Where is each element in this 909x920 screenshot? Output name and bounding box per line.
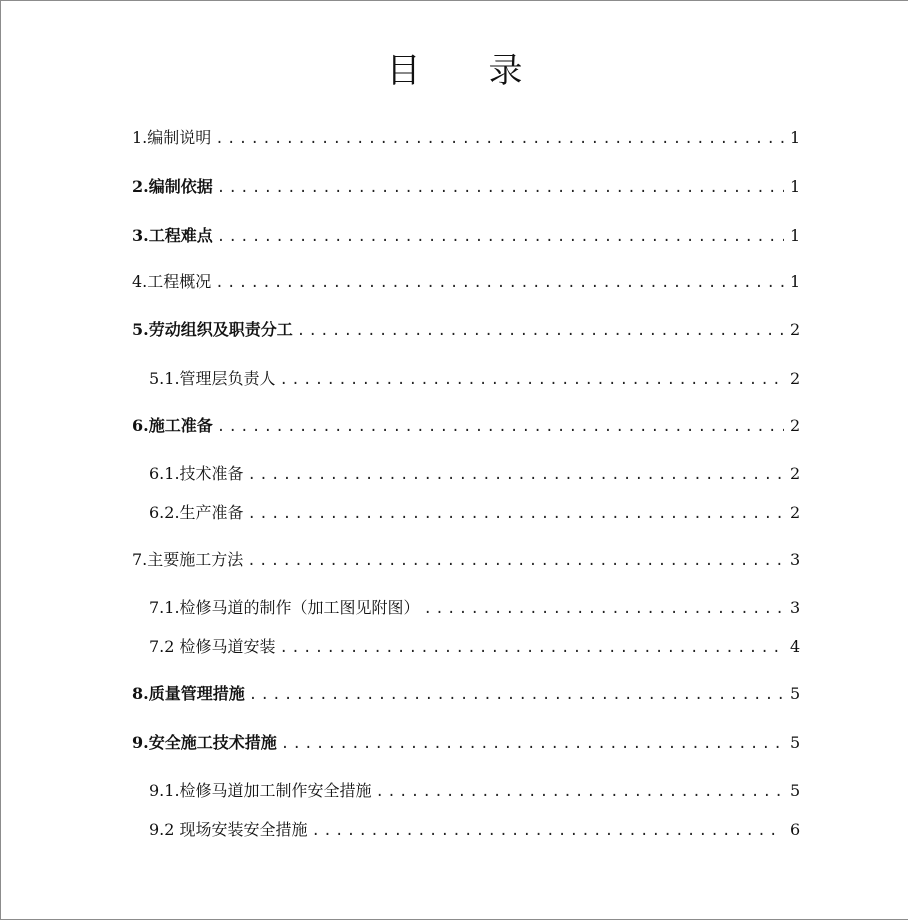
toc-entry-label: 9.安全施工技术措施: [132, 733, 277, 752]
toc-entry-label: 9.2 现场安装安全措施: [149, 820, 308, 839]
toc-page-number: 1: [790, 272, 801, 291]
toc-entry-5-1[interactable]: [149, 367, 800, 391]
toc-dot-leader: [247, 549, 784, 573]
toc-page-number: 2: [790, 464, 801, 483]
toc-dot-leader: [249, 683, 784, 707]
toc-entry-7[interactable]: [132, 548, 800, 572]
toc-entry-label: 6.施工准备: [132, 416, 213, 435]
toc-dot-leader: [248, 502, 784, 526]
toc-page-number: 3: [790, 598, 801, 617]
toc-dot-leader: [312, 819, 784, 843]
toc-entry-1[interactable]: [132, 126, 800, 150]
toc-entry-label: 3.工程难点: [132, 226, 213, 245]
toc-page-number: 5: [790, 733, 801, 752]
toc-dot-leader: [217, 415, 784, 439]
toc-entry-6-2[interactable]: [149, 501, 800, 525]
toc-page-number: 5: [790, 781, 801, 800]
toc-page-number: 5: [790, 684, 801, 703]
toc-dot-leader: [280, 368, 784, 392]
toc-entry-label: 8.质量管理措施: [132, 684, 245, 703]
toc-dot-leader: [424, 597, 784, 621]
toc-entry-label: 4.工程概况: [132, 272, 212, 291]
toc-entry-6[interactable]: [132, 414, 800, 438]
toc-page-number: 2: [790, 503, 801, 522]
toc-page-number: 4: [790, 637, 801, 656]
toc-entry-5[interactable]: [132, 318, 800, 342]
toc-dot-leader: [248, 463, 784, 487]
toc-entry-label: 1.编制说明: [132, 128, 212, 147]
toc-dot-leader: [280, 636, 784, 660]
toc-entry-label: 6.2.生产准备: [149, 503, 244, 522]
toc-entry-9-1[interactable]: [149, 779, 800, 803]
toc-page-number: 3: [790, 550, 801, 569]
toc-entry-label: 7.1.检修马道的制作（加工图见附图）: [149, 598, 420, 617]
toc-entry-3[interactable]: [132, 224, 800, 248]
toc-page-number: 2: [790, 416, 801, 435]
toc-entry-2[interactable]: [132, 175, 800, 199]
toc-page-number: 2: [790, 320, 801, 339]
toc-entry-label: 6.1.技术准备: [149, 464, 244, 483]
toc-entry-8[interactable]: [132, 682, 800, 706]
toc-entry-label: 5.劳动组织及职责分工: [132, 320, 293, 339]
toc-entry-7-1[interactable]: [149, 596, 800, 620]
toc-page-number: 6: [790, 820, 801, 839]
toc-entry-6-1[interactable]: [149, 462, 800, 486]
toc-page-number: 1: [790, 226, 801, 245]
toc-entry-label: 9.1.检修马道加工制作安全措施: [149, 781, 372, 800]
toc-entry-9[interactable]: [132, 731, 800, 755]
page-title: 目 录: [386, 51, 523, 91]
toc-page-number: 1: [790, 177, 801, 196]
toc-dot-leader: [376, 780, 784, 804]
toc-page-number: 2: [790, 369, 801, 388]
toc-entry-label: 5.1.管理层负责人: [149, 369, 276, 388]
toc-dot-leader: [215, 127, 784, 151]
toc-entry-label: 2.编制依据: [132, 177, 213, 196]
toc-dot-leader: [217, 176, 784, 200]
toc-entry-9-2[interactable]: [149, 818, 800, 842]
toc-dot-leader: [215, 271, 784, 295]
toc-dot-leader: [297, 319, 784, 343]
toc-page-number: 1: [790, 128, 801, 147]
toc-dot-leader: [217, 225, 784, 249]
toc-entry-4[interactable]: [132, 270, 800, 294]
toc-entry-label: 7.主要施工方法: [132, 550, 244, 569]
toc-dot-leader: [281, 732, 784, 756]
toc-entry-7-2[interactable]: [149, 635, 800, 659]
toc-entry-label: 7.2 检修马道安装: [149, 637, 276, 656]
